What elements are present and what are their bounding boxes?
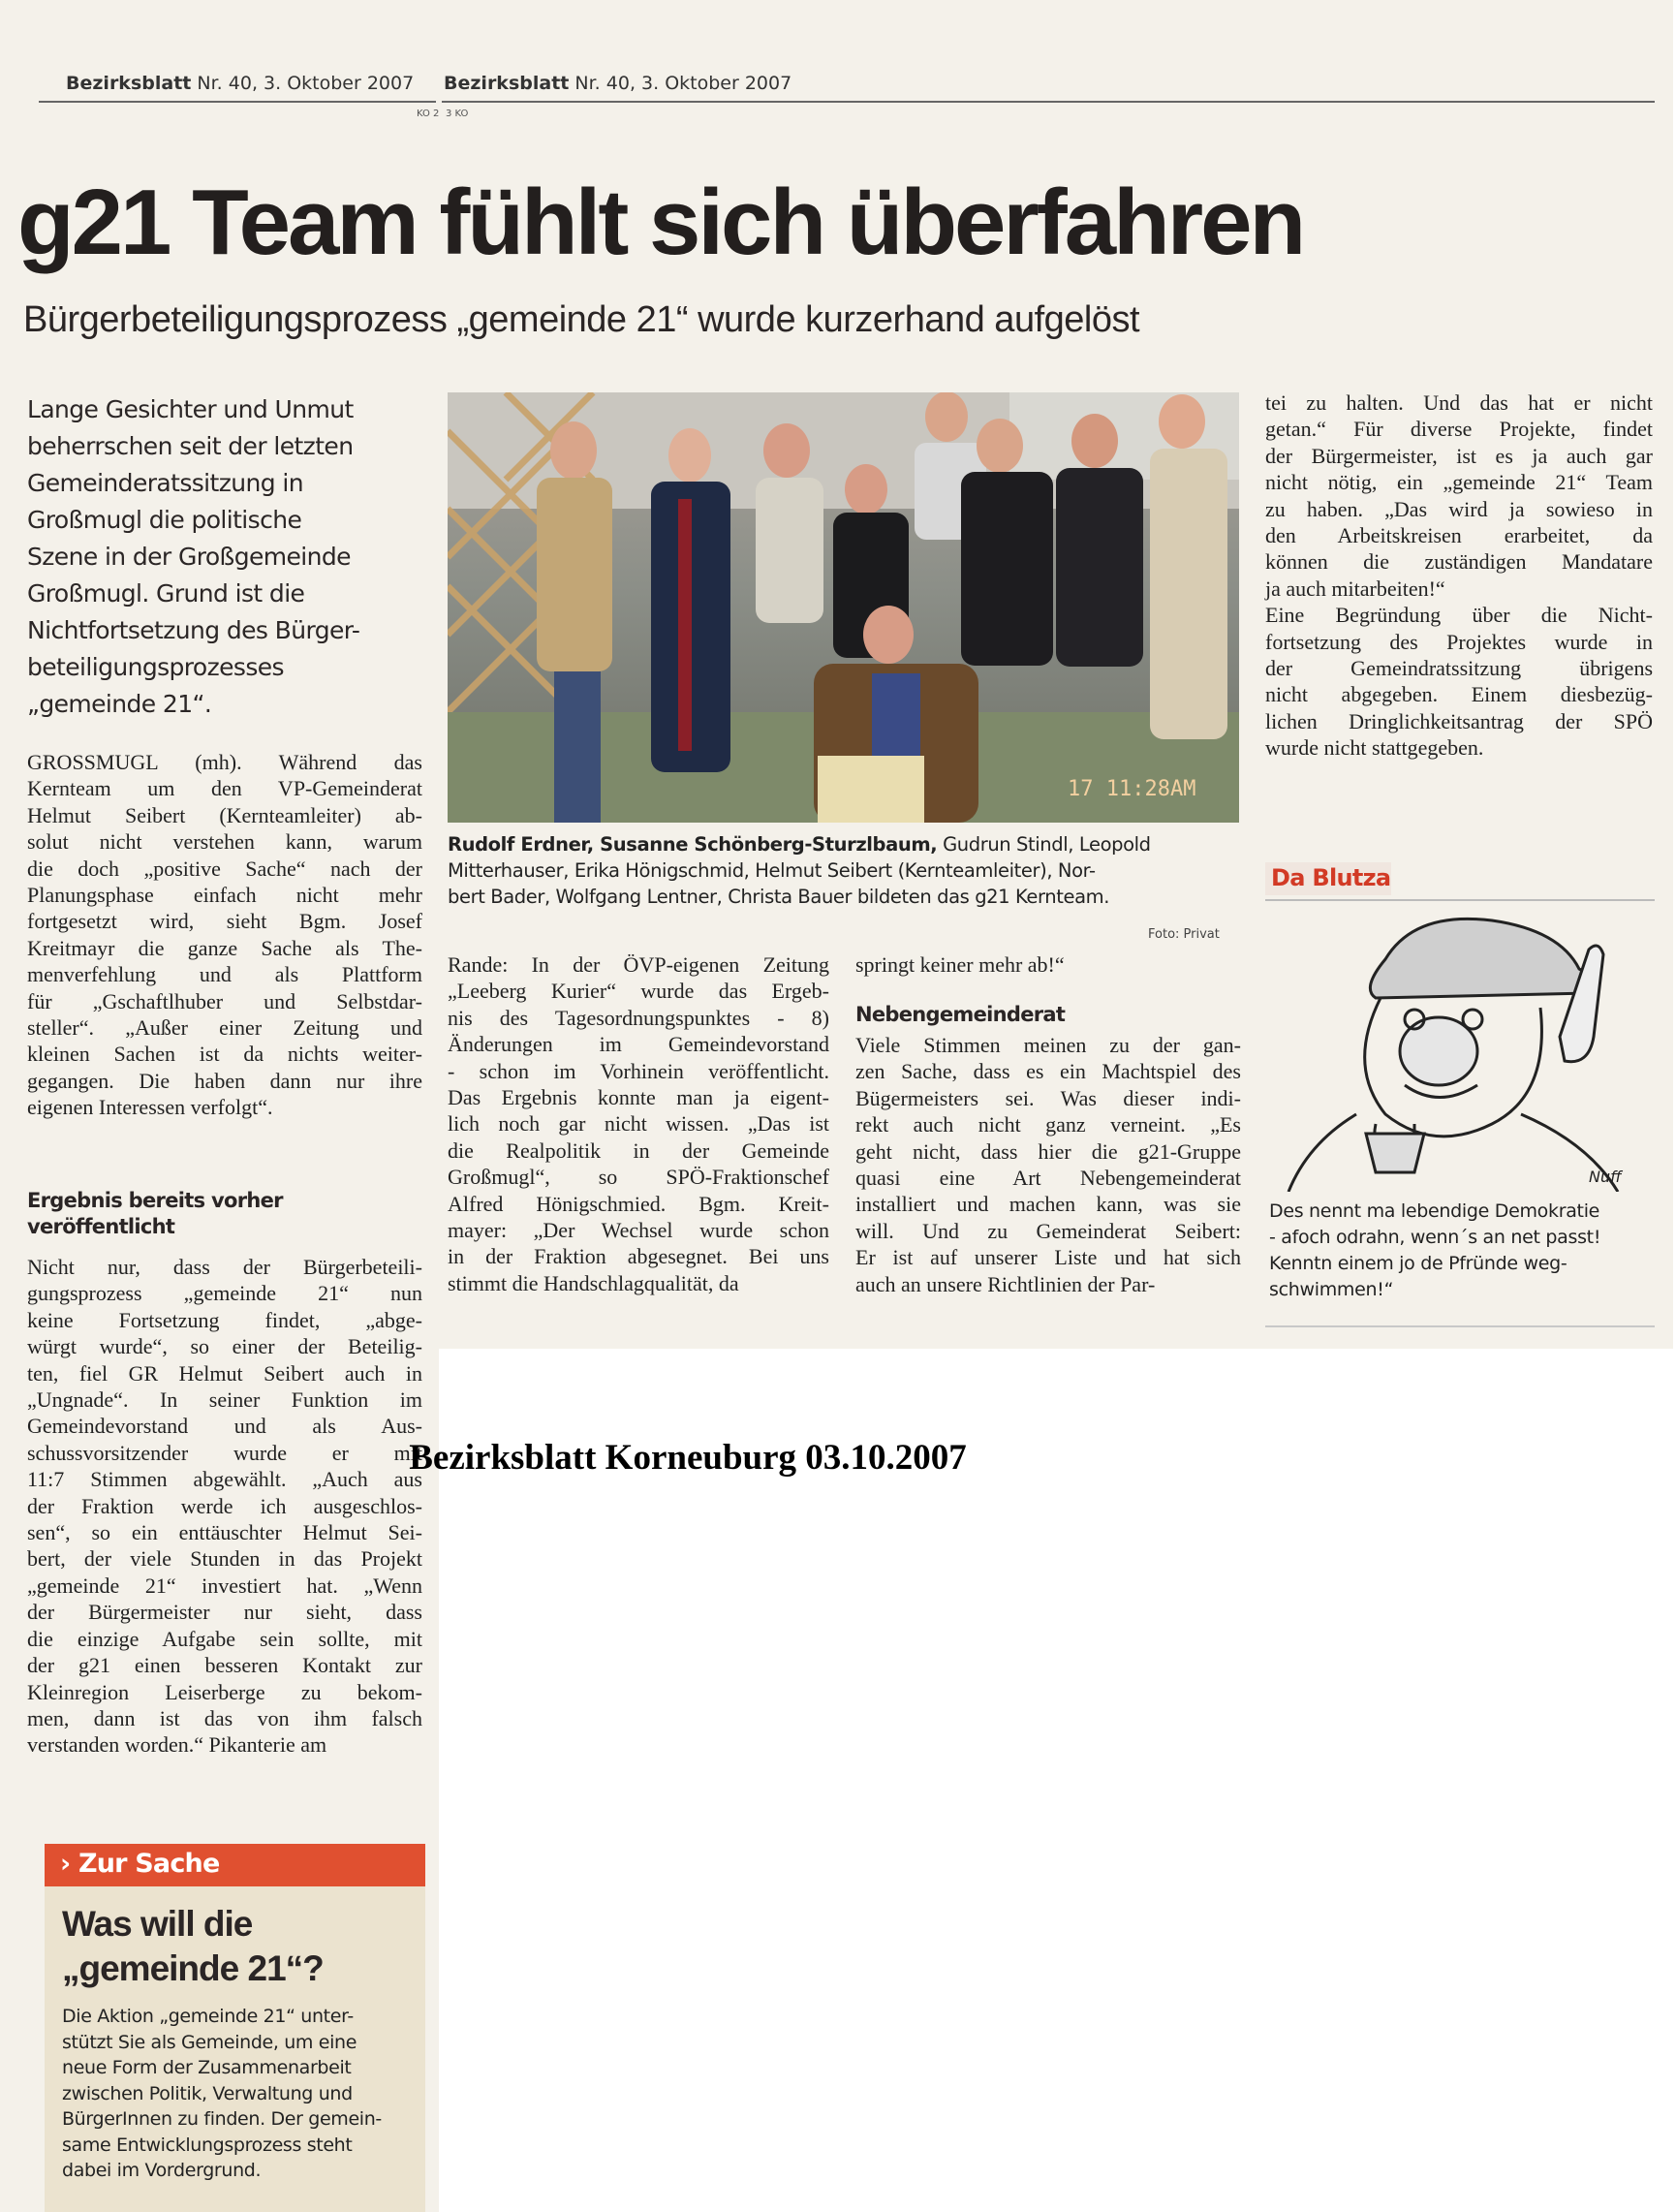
masthead-rule-left <box>39 101 436 103</box>
caption-line-2: Mitterhauser, Erika Hönigschmid, Helmut Seibert (Kernteamleiter), Nor- <box>448 859 1096 882</box>
intro-line: Großmugl. Grund ist die <box>27 579 305 608</box>
masthead-rule-right <box>442 101 1655 103</box>
column-1-line: fortgesetzt wird, sieht Bgm. Josef <box>27 909 422 934</box>
masthead-right-name: Bezirksblatt <box>444 73 570 94</box>
column-3-line: zen Sache, dass es ein Machtspiel des <box>855 1059 1241 1084</box>
column-4-line: ja auch mitarbeiten!“ <box>1265 576 1445 601</box>
caption-line-1: Gudrun Stindl, Leopold <box>937 833 1151 856</box>
column-2-line: stimmt die Handschlagqualität, da <box>448 1270 739 1295</box>
intro-text <box>27 391 359 723</box>
intro-line: beteiligungsprozesses <box>27 653 284 681</box>
column-1-line: eigenen Interessen verfolgt“. <box>27 1095 273 1120</box>
column-1-continued-line: der g21 einen besseren Kontakt zur <box>27 1653 422 1678</box>
zur-sache-title-line: Was will die <box>62 1904 253 1944</box>
column-3-line: quasi eine Art Nebengemeinderat <box>855 1166 1241 1191</box>
column-4-line: der Bürgermeister, ist es ja auch gar <box>1265 443 1653 468</box>
masthead-left <box>66 73 414 94</box>
intro-line: „gemeinde 21“. <box>27 690 212 718</box>
masthead-right-issue: Nr. 40, 3. Oktober 2007 <box>574 73 792 94</box>
column-4-line: Eine Begründung über die Nicht- <box>1265 603 1653 628</box>
column-4-line: zu haben. „Das wird ja sowieso in <box>1265 496 1653 521</box>
subheadline: Bürgerbeteiligungsprozess „gemeinde 21“ wurde kurzerhand aufgelöst <box>23 299 1140 340</box>
column-4-line: der Gemeindratssitzung übrigens <box>1265 656 1653 681</box>
column-3-line: Viele Stimmen meinen zu der gan- <box>855 1033 1241 1057</box>
zur-sache-body-line: neue Form der Zusammenarbeit <box>62 2057 352 2078</box>
team-photo-illustration <box>448 392 1239 823</box>
cartoon-bottom-rule <box>1265 1325 1655 1327</box>
column-2-line: mayer: „Der Wechsel wurde schon <box>448 1218 829 1243</box>
column-1-continued-line: der Bürgermeister nur sieht, dass <box>27 1600 422 1625</box>
column-4-line: lichen Dringlichkeitsantrag der SPÖ <box>1265 708 1653 733</box>
column-4-line: wurde nicht stattgegeben. <box>1265 735 1484 761</box>
zur-sache-body-line: dabei im Vordergrund. <box>62 2160 262 2181</box>
zur-sache-kicker: › Zur Sache <box>60 1849 220 1879</box>
column-2-line: Rande: In der ÖVP-eigenen Zeitung <box>448 952 829 977</box>
column-1-subhead <box>27 1188 283 1240</box>
cartoon-signature: Nuff <box>1589 1168 1622 1186</box>
cartoon-caption-line: schwimmen!“ <box>1269 1279 1394 1300</box>
zur-sache-body <box>62 2004 382 2184</box>
column-1-continued-line: „Ungnade“. In seiner Funktion im <box>27 1387 422 1413</box>
cartoon-drawing <box>1269 891 1652 1192</box>
photo-credit: Foto: Privat <box>1148 927 1220 942</box>
column-1-line: Planungsphase einfach nicht mehr <box>27 883 422 908</box>
column-1-line: kleinen Sachen ist da nichts weiter- <box>27 1042 422 1067</box>
column-4-line: fortsetzung des Projektes wurde in <box>1265 629 1653 654</box>
intro-line: Gemeinderatssitzung in <box>27 469 303 497</box>
column-4-line: nicht abgegeben. Einem diesbezüg- <box>1265 682 1653 707</box>
caption-line-3: bert Bader, Wolfgang Lentner, Christa Bauer bildeten das g21 Kernteam. <box>448 886 1110 908</box>
column-2-line: Änderungen im Gemeindevorstand <box>448 1032 829 1057</box>
column-2-line: lich noch gar nicht wissen. „Das ist <box>448 1111 829 1137</box>
masthead-left-issue: Nr. 40, 3. Oktober 2007 <box>197 73 415 94</box>
cartoon-caption-line: - afoch odrahn, wenn´s an net passt! <box>1269 1227 1601 1248</box>
masthead-left-name: Bezirksblatt <box>66 73 192 94</box>
column-1 <box>27 749 422 1121</box>
column-1-line: GROSSMUGL (mh). Während das <box>27 750 422 774</box>
photo-timestamp: 17 11:28AM <box>1068 777 1196 801</box>
column-2-line: nis des Tagesordnungspunktes - 8) <box>448 1005 829 1030</box>
column-1-line: gegangen. Die haben dann nur ihre <box>27 1068 422 1093</box>
column-2-line: in der Fraktion abgesegnet. Bei uns <box>448 1244 829 1269</box>
column-3-line: Bügermeisters sei. Was dieser indi- <box>855 1085 1241 1110</box>
column-1-continued-line: „gemeinde 21“ investiert hat. „Wenn <box>27 1573 422 1598</box>
column-1-continued-line: schussvorsitzender wurde er mit <box>27 1440 422 1465</box>
column-1-continued-line: der Fraktion werde ich ausgeschlos- <box>27 1493 422 1518</box>
photo-caption <box>448 831 1240 910</box>
column-4-line: nicht nötig, ein „gemeinde 21“ Team <box>1265 470 1653 495</box>
zur-sache-body-line: same Entwicklungsprozess steht <box>62 2134 353 2156</box>
cartoon-caption <box>1269 1199 1600 1303</box>
column-4-line: können die zuständigen Mandatare <box>1265 549 1653 575</box>
column-1-line: solut nicht verstehen kann, warum <box>27 829 422 855</box>
cartoon-tag <box>1265 862 1391 895</box>
column-1-continued <box>27 1254 422 1759</box>
cartoon-caption-line: Des nennt ma lebendige Demokratie <box>1269 1200 1600 1222</box>
intro-line: Szene in der Großgemeinde <box>27 543 351 571</box>
caption-bold-names: Rudolf Erdner, Susanne Schönberg-Sturzlbaum, <box>448 833 938 856</box>
column-2-line: „Leeberg Kurier“ wurde das Ergeb- <box>448 979 829 1004</box>
column-2-line: Das Ergebnis konnte man ja eigent- <box>448 1085 829 1110</box>
column-1-continued-line: gungsprozess „gemeinde 21“ nun <box>27 1281 422 1306</box>
column-1-continued-line: Gemeindevorstand und als Aus- <box>27 1414 422 1439</box>
column-3-subhead-text: Nebengemeinderat <box>855 1003 1066 1026</box>
column-1-continued-line: men, dann ist das von ihm falsch <box>27 1705 422 1730</box>
masthead-right-page: 3 KO <box>446 109 469 119</box>
zur-sache-title <box>62 1902 324 1991</box>
column-3-line: geht nicht, dass hier die g21-Gruppe <box>855 1138 1241 1164</box>
zur-sache-bar <box>45 1844 425 1886</box>
column-3-first-text: springt keiner mehr ab!“ <box>855 952 1065 977</box>
column-1-continued-line: Nicht nur, dass der Bürgerbeteili- <box>27 1255 422 1279</box>
column-2 <box>448 951 829 1296</box>
column-2-line: Alfred Hönigschmied. Bgm. Kreit- <box>448 1191 829 1216</box>
zur-sache-title-line: „gemeinde 21“? <box>62 1948 324 1988</box>
column-4-line: getan.“ Für diverse Projekte, findet <box>1265 417 1653 442</box>
column-1-subhead-line: veröffentlicht <box>27 1215 175 1238</box>
column-1-line: Helmut Seibert (Kernteamleiter) ab- <box>27 802 422 827</box>
column-1-continued-line: sen“, so ein enttäuschter Helmut Sei- <box>27 1520 422 1545</box>
column-1-subhead-line: Ergebnis bereits vorher <box>27 1189 283 1212</box>
column-1-continued-line: würgt wurde“, so einer der Beteilig- <box>27 1334 422 1359</box>
column-2-line: - schon im Vorhinein veröffentlicht. <box>448 1058 829 1083</box>
column-4 <box>1265 389 1653 762</box>
intro-line: Lange Gesichter und Unmut <box>27 395 354 423</box>
cartoon-illustration <box>1269 891 1652 1192</box>
column-3-line: installiert und machen kann, was sie <box>855 1192 1241 1217</box>
column-4-line: tei zu halten. Und das hat er nicht <box>1265 390 1653 415</box>
column-3 <box>855 1032 1241 1297</box>
column-1-continued-line: 11:7 Stimmen abgewählt. „Auch aus <box>27 1467 422 1492</box>
masthead-right <box>444 73 791 94</box>
zur-sache-body-line: BürgerInnen zu finden. Der gemein- <box>62 2108 382 2130</box>
column-3-line: rekt auch nicht ganz verneint. „Es <box>855 1112 1241 1137</box>
column-1-line: die doch „positive Sache“ nach der <box>27 856 422 881</box>
cartoon-caption-line: Kenntn einem jo de Pfründe weg- <box>1269 1253 1567 1274</box>
source-label: Bezirksblatt Korneuburg 03.10.2007 <box>409 1438 967 1478</box>
zur-sache-body-line: zwischen Politik, Verwaltung und <box>62 2082 353 2104</box>
headline: g21 Team fühlt sich überfahren <box>17 171 1304 274</box>
column-1-continued-line: bert, der viele Stunden in das Projekt <box>27 1546 422 1572</box>
intro-line: beherrschen seit der letzten <box>27 432 354 460</box>
column-1-continued-line: Kleinregion Leiserberge zu bekom- <box>27 1679 422 1704</box>
column-1-continued-line: verstanden worden.“ Pikanterie am <box>27 1732 327 1758</box>
column-1-line: für „Gschaftlhuber und Selbstdar- <box>27 988 422 1013</box>
column-3-line: auch an unsere Richtlinien der Par- <box>855 1271 1156 1296</box>
zur-sache-box <box>45 1844 425 2212</box>
intro-line: Nichtfortsetzung des Bürger- <box>27 616 360 644</box>
column-1-continued-line: die einzige Aufgabe sein sollte, mit <box>27 1626 422 1651</box>
column-4-line: den Arbeitskreisen erarbeitet, da <box>1265 523 1653 548</box>
column-2-line: die Realpolitik in der Gemeinde <box>448 1137 829 1163</box>
column-2-line: Großmugl“, so SPÖ-Fraktionschef <box>448 1165 829 1190</box>
masthead-left-page: KO 2 <box>417 109 440 119</box>
column-3-first-line <box>855 951 1065 978</box>
column-1-line: menverfehlung und als Plattform <box>27 962 422 987</box>
team-photo <box>448 392 1239 823</box>
column-3-line: Er ist auf unserer Liste und hat sich <box>855 1245 1241 1270</box>
zur-sache-kicker-text: Zur Sache <box>78 1849 220 1879</box>
column-1-continued-line: ten, fiel GR Helmut Seibert auch in <box>27 1360 422 1386</box>
column-3-line: will. Und zu Gemeinderat Seibert: <box>855 1218 1241 1243</box>
intro-line: Großmugl die politische <box>27 506 302 534</box>
zur-sache-body-line: Die Aktion „gemeinde 21“ unter- <box>62 2006 354 2027</box>
column-1-line: Kernteam um den VP-Gemeinderat <box>27 776 422 801</box>
column-3-subhead <box>855 1002 1065 1028</box>
column-1-line: Kreitmayr die ganze Sache als The- <box>27 935 422 960</box>
cartoon-tag-text: Da Blutza <box>1271 864 1391 891</box>
column-1-continued-line: keine Fortsetzung findet, „abge- <box>27 1307 422 1332</box>
zur-sache-body-line: stützt Sie als Gemeinde, um eine <box>62 2031 357 2053</box>
column-1-line: steller“. „Außer einer Zeitung und <box>27 1015 422 1041</box>
